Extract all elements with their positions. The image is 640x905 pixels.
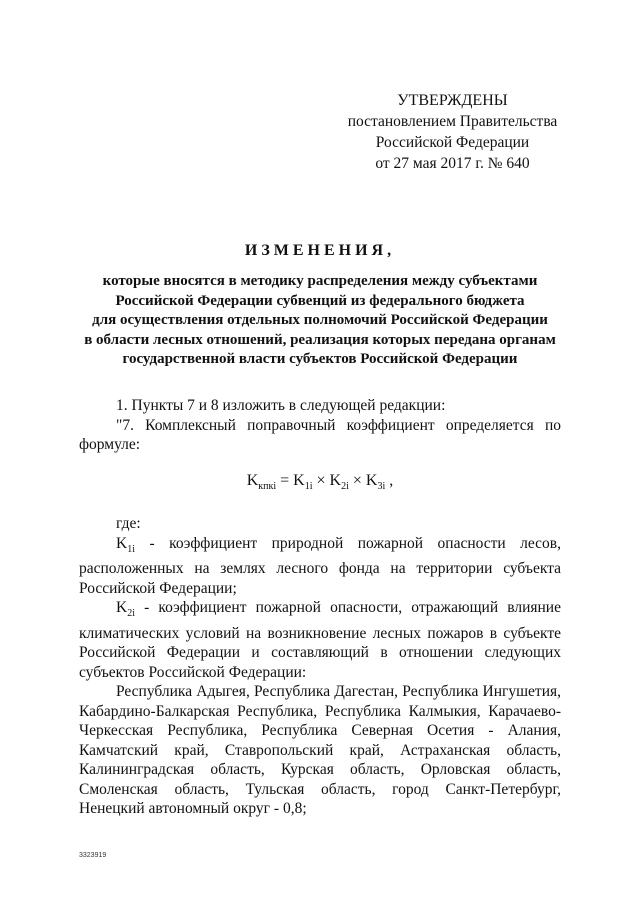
document-code: 3323919 xyxy=(79,852,107,859)
approval-line-1: постановлением Правительства xyxy=(347,113,558,130)
subtitle-line-1: которые вносятся в методику распределения между субъектами xyxy=(102,273,538,289)
subtitle-line-5: государственной власти субъектов Российской Федерации xyxy=(122,351,518,367)
subtitle-line-4: в области лесных отношений, реализация которых передана органам xyxy=(84,331,556,348)
paragraph-7: "7. Комплексный поправочный коэффициент определяется по формуле: xyxy=(79,416,561,453)
formula-op-1: × xyxy=(312,472,330,489)
formula-term-2-sub: 2i xyxy=(341,481,349,493)
formula-end: , xyxy=(385,472,394,489)
document-title: ИЗМЕНЕНИЯ, xyxy=(244,242,396,259)
approval-line-3: от 27 мая 2017 г. № 640 xyxy=(375,155,530,172)
formula-term-2: K xyxy=(329,472,342,489)
k1-symbol: $K_{1i}$ xyxy=(116,534,135,555)
k2-definition xyxy=(79,598,561,682)
formula-lhs: K xyxy=(246,472,259,489)
formula-term-3-sub: 3i xyxy=(377,481,386,493)
subtitle-line-2: Российской Федерации субвенций из федерального бюджета xyxy=(115,292,525,309)
where-label: где: xyxy=(116,515,141,532)
k1-definition xyxy=(79,534,561,599)
approval-heading: УТВЕРЖДЕНЫ xyxy=(397,92,508,109)
formula-op-2: × xyxy=(348,472,366,489)
formula-lhs-sub: кпкi xyxy=(258,481,277,493)
approval-line-2: Российской Федерации xyxy=(375,134,530,151)
intro-block xyxy=(79,396,561,455)
formula-term-1-sub: 1i xyxy=(304,481,313,493)
formula-eq: = xyxy=(276,472,294,489)
k2-symbol: $K_{2i}$ xyxy=(116,599,135,620)
k2-text: - коэффициент пожарной опасности, отражающий влияние климатических условий на возникновение лесных пожаров в субъекте Российской Федерации и составляющий в отношении следующих субъектов Российской Федерации: xyxy=(79,599,561,681)
formula xyxy=(0,472,640,492)
formula-term-3: K xyxy=(365,472,378,489)
k1-text: - коэффициент природной пожарной опасности лесов, расположенных на землях лесного фонда на территории субъекта Российской Федерации; xyxy=(79,534,561,597)
intro-paragraph: 1. Пункты 7 и 8 изложить в следующей редакции: xyxy=(116,397,446,414)
document-subtitle xyxy=(70,272,570,370)
formula-term-1: K xyxy=(293,472,305,489)
regions-list: Республика Адыгея, Республика Дагестан, Республика Ингушетия, Кабардино-Балкарская Республика, Республика Калмыкия, Карачаево-Черкесская Республика, Республика Северная Осетия - Алания, Камчатский край, Ставропольский край, Астраханская область, Калининградская область, Курская область, Орловская область, Смоленская область, Тульская область, город Санкт-Петербург, Ненецкий автономный округ - 0,8; xyxy=(79,683,561,818)
approval-block xyxy=(345,90,560,174)
definitions-block xyxy=(79,514,561,819)
subtitle-line-3: для осуществления отдельных полномочий Российской Федерации xyxy=(92,312,548,328)
